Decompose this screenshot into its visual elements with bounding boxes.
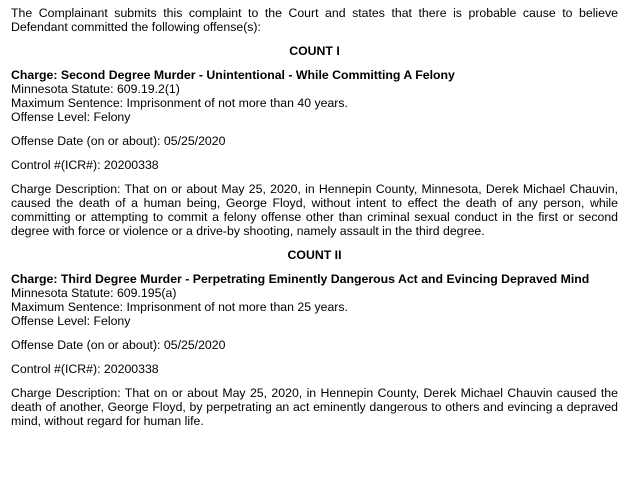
intro-paragraph: The Complainant submits this complaint to the Court and states that there is probable cause to believe Defendant committed the following offense(s):: [11, 6, 618, 34]
count-2-control-number: Control #(ICR#): 20200338: [11, 362, 159, 376]
count-2-charge-description: Charge Description: That on or about May 25, 2020, in Hennepin County, Derek Michael Chauvin caused the death of another, George Floyd, by perpetrating an act eminently dangerous to others and evincing a depraved mind, without regard for human life.: [11, 386, 618, 428]
count-2-offense-date: Offense Date (on or about): 05/25/2020: [11, 338, 226, 352]
count-1-charge-block: [11, 68, 618, 124]
count-1-max-sentence: Maximum Sentence: Imprisonment of not more than 40 years.: [11, 96, 348, 110]
count-1-statute: Minnesota Statute: 609.19.2(1): [11, 82, 180, 96]
count-2-charge-title: Charge: Third Degree Murder - Perpetrating Eminently Dangerous Act and Evincing Depraved Mind: [11, 272, 590, 286]
count-1-offense-date: Offense Date (on or about): 05/25/2020: [11, 134, 226, 148]
count-1-section: [11, 44, 618, 238]
count-2-offense-level: Offense Level: Felony: [11, 314, 131, 328]
count-2-statute: Minnesota Statute: 609.195(a): [11, 286, 177, 300]
count-2-heading: COUNT II: [287, 248, 342, 262]
count-2-charge-block: [11, 272, 618, 328]
count-1-charge-description: Charge Description: That on or about May 25, 2020, in Hennepin County, Minnesota, Derek Michael Chauvin, caused the death of a human being, George Floyd, without intent to effect the death of any person, while committing or attempting to commit a felony offense other than criminal sexual conduct in the first or second degree with force or violence or a drive-by shooting, namely assault in the third degree.: [11, 182, 618, 238]
count-1-charge-title: Charge: Second Degree Murder - Unintentional - While Committing A Felony: [11, 68, 455, 82]
count-1-control-number: Control #(ICR#): 20200338: [11, 158, 159, 172]
count-2-section: [11, 248, 618, 428]
count-1-heading: COUNT I: [289, 44, 340, 58]
complaint-document: [11, 6, 618, 428]
count-2-max-sentence: Maximum Sentence: Imprisonment of not more than 25 years.: [11, 300, 348, 314]
count-1-offense-level: Offense Level: Felony: [11, 110, 131, 124]
